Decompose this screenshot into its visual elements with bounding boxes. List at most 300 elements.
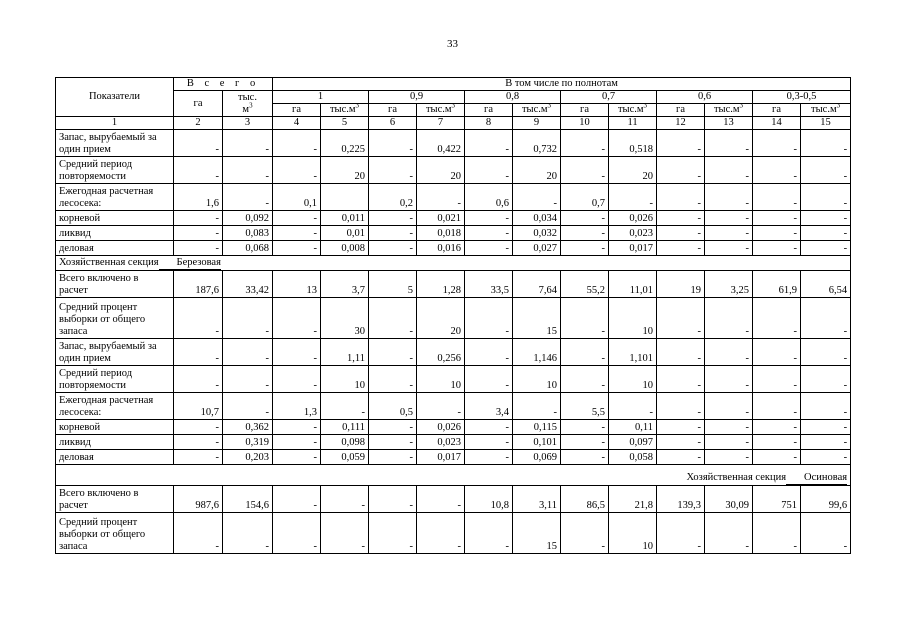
table-cell: - bbox=[465, 226, 513, 241]
table-row bbox=[56, 366, 851, 393]
section-row bbox=[56, 465, 851, 486]
table-cell: 99,6 bbox=[801, 486, 851, 513]
table-cell: - bbox=[705, 435, 753, 450]
table-cell: - bbox=[705, 298, 753, 339]
table-cell: - bbox=[657, 298, 705, 339]
table-cell: - bbox=[657, 366, 705, 393]
table-cell: 20 bbox=[417, 157, 465, 184]
header-by-density: В том числе по полнотам bbox=[273, 78, 851, 91]
column-number-row bbox=[56, 117, 851, 130]
table-cell: - bbox=[465, 241, 513, 256]
table-cell: - bbox=[705, 450, 753, 465]
column-number: 7 bbox=[417, 117, 465, 130]
table-cell: 3,25 bbox=[705, 271, 753, 298]
table-cell: 0,518 bbox=[609, 130, 657, 157]
table-cell: - bbox=[753, 298, 801, 339]
table-cell: - bbox=[369, 226, 417, 241]
table-cell: - bbox=[609, 184, 657, 211]
table-cell: - bbox=[369, 366, 417, 393]
table-cell: 10 bbox=[609, 298, 657, 339]
table-cell: - bbox=[273, 226, 321, 241]
table-cell: - bbox=[753, 366, 801, 393]
header-indicators: Показатели bbox=[56, 78, 174, 117]
table-cell: 10 bbox=[321, 366, 369, 393]
table-row bbox=[56, 184, 851, 211]
table-cell: 0,008 bbox=[321, 241, 369, 256]
table-cell: - bbox=[561, 130, 609, 157]
table-cell: 5,5 bbox=[561, 393, 609, 420]
table-cell: - bbox=[753, 450, 801, 465]
table-cell: 3,7 bbox=[321, 271, 369, 298]
table-cell: - bbox=[705, 366, 753, 393]
table-cell: - bbox=[561, 339, 609, 366]
table-cell: - bbox=[657, 513, 705, 554]
table-cell: 13 bbox=[273, 271, 321, 298]
table-cell: - bbox=[273, 211, 321, 226]
row-label: ликвид bbox=[56, 435, 174, 450]
table-cell: - bbox=[465, 339, 513, 366]
table-row bbox=[56, 241, 851, 256]
table-cell: 0,017 bbox=[417, 450, 465, 465]
row-label: Ежегодная расчетная лесосека: bbox=[56, 184, 174, 211]
table-cell: - bbox=[223, 393, 273, 420]
table-cell: 751 bbox=[753, 486, 801, 513]
header-density-07: 0,7 bbox=[561, 91, 657, 104]
forest-cut-table bbox=[55, 77, 851, 554]
table-cell: - bbox=[273, 450, 321, 465]
table-cell: 0,059 bbox=[321, 450, 369, 465]
table-cell: 0,01 bbox=[321, 226, 369, 241]
table-cell: 33,5 bbox=[465, 271, 513, 298]
table-cell: 0,026 bbox=[417, 420, 465, 435]
table-cell: - bbox=[705, 184, 753, 211]
table-cell: 3,11 bbox=[513, 486, 561, 513]
table-cell: 987,6 bbox=[174, 486, 223, 513]
table-cell: 6,54 bbox=[801, 271, 851, 298]
table-cell: - bbox=[801, 513, 851, 554]
table-cell: - bbox=[174, 450, 223, 465]
table-cell: 0,032 bbox=[513, 226, 561, 241]
table-cell: 30 bbox=[321, 298, 369, 339]
table-cell: - bbox=[273, 366, 321, 393]
table-cell: - bbox=[753, 157, 801, 184]
table-cell: - bbox=[223, 339, 273, 366]
column-number: 1 bbox=[56, 117, 174, 130]
table-cell: - bbox=[369, 450, 417, 465]
table-cell: 20 bbox=[513, 157, 561, 184]
column-number: 2 bbox=[174, 117, 223, 130]
section-title: Хозяйственная секция Осиновая bbox=[56, 465, 851, 486]
table-row bbox=[56, 298, 851, 339]
column-number: 10 bbox=[561, 117, 609, 130]
row-label: Запас, вырубаемый за один прием bbox=[56, 130, 174, 157]
table-cell: - bbox=[705, 130, 753, 157]
unit-thousand-m3: $тыс.м^3$ bbox=[321, 104, 369, 117]
column-number: 8 bbox=[465, 117, 513, 130]
table-cell: - bbox=[561, 298, 609, 339]
table-cell: - bbox=[657, 450, 705, 465]
table-cell: 20 bbox=[417, 298, 465, 339]
table-cell: - bbox=[223, 130, 273, 157]
table-cell: - bbox=[657, 211, 705, 226]
column-number: 12 bbox=[657, 117, 705, 130]
table-cell: 86,5 bbox=[561, 486, 609, 513]
table-cell: - bbox=[753, 513, 801, 554]
table-cell: - bbox=[223, 513, 273, 554]
table-cell: - bbox=[561, 420, 609, 435]
table-cell: - bbox=[513, 184, 561, 211]
header-total-ha: га bbox=[174, 91, 223, 117]
table-cell: - bbox=[705, 241, 753, 256]
table-cell: 0,027 bbox=[513, 241, 561, 256]
table-cell: - bbox=[561, 226, 609, 241]
unit-thousand-m3: $тыс.м^3$ bbox=[417, 104, 465, 117]
table-cell: 7,64 bbox=[513, 271, 561, 298]
table-cell: - bbox=[465, 420, 513, 435]
table-cell: - bbox=[273, 486, 321, 513]
table-cell: - bbox=[273, 435, 321, 450]
table-cell: 10,8 bbox=[465, 486, 513, 513]
table-cell: 0,011 bbox=[321, 211, 369, 226]
row-label: Всего включено в расчет bbox=[56, 271, 174, 298]
table-cell: - bbox=[753, 339, 801, 366]
table-cell: - bbox=[417, 513, 465, 554]
table-cell: - bbox=[273, 339, 321, 366]
table-cell: - bbox=[174, 226, 223, 241]
table-cell: - bbox=[369, 211, 417, 226]
table-cell: - bbox=[801, 211, 851, 226]
table-cell: - bbox=[561, 157, 609, 184]
unit-thousand-m3: $тыс.м^3$ bbox=[513, 104, 561, 117]
column-number: 9 bbox=[513, 117, 561, 130]
table-cell: - bbox=[801, 450, 851, 465]
header-density-09: 0,9 bbox=[369, 91, 465, 104]
table-cell: 5 bbox=[369, 271, 417, 298]
table-cell: - bbox=[369, 241, 417, 256]
table-cell: 20 bbox=[321, 157, 369, 184]
table-cell: - bbox=[705, 226, 753, 241]
table-cell: 61,9 bbox=[753, 271, 801, 298]
table-cell: 0,115 bbox=[513, 420, 561, 435]
table-cell: - bbox=[174, 298, 223, 339]
table-cell: - bbox=[273, 298, 321, 339]
table-cell: - bbox=[321, 486, 369, 513]
table-cell: - bbox=[561, 435, 609, 450]
table-cell: - bbox=[801, 435, 851, 450]
table-cell: 154,6 bbox=[223, 486, 273, 513]
table-row bbox=[56, 435, 851, 450]
table-cell: 1,28 bbox=[417, 271, 465, 298]
header-total-m3: тыс. $м^3$ bbox=[223, 91, 273, 117]
table-cell: 0,021 bbox=[417, 211, 465, 226]
table-cell: 0,092 bbox=[223, 211, 273, 226]
table-cell: - bbox=[273, 513, 321, 554]
table-cell: - bbox=[705, 157, 753, 184]
table-cell: 55,2 bbox=[561, 271, 609, 298]
table-cell: 0,362 bbox=[223, 420, 273, 435]
table-cell: - bbox=[801, 366, 851, 393]
table-cell: - bbox=[273, 157, 321, 184]
table-cell: - bbox=[705, 211, 753, 226]
table-cell: 0,1 bbox=[273, 184, 321, 211]
table-cell: 0,732 bbox=[513, 130, 561, 157]
header-density-1: 1 bbox=[273, 91, 369, 104]
table-row bbox=[56, 486, 851, 513]
table-cell: - bbox=[369, 513, 417, 554]
row-label: Средний период повторяемости bbox=[56, 366, 174, 393]
table-cell: - bbox=[657, 435, 705, 450]
table-cell: - bbox=[561, 211, 609, 226]
table-cell: 0,026 bbox=[609, 211, 657, 226]
row-label: ликвид bbox=[56, 226, 174, 241]
table-cell: - bbox=[513, 393, 561, 420]
table-cell bbox=[321, 184, 369, 211]
table-cell: - bbox=[753, 435, 801, 450]
table-cell: - bbox=[223, 184, 273, 211]
table-cell: - bbox=[369, 420, 417, 435]
table-cell: 0,083 bbox=[223, 226, 273, 241]
table-row bbox=[56, 513, 851, 554]
table-cell: 0,016 bbox=[417, 241, 465, 256]
table-cell: - bbox=[561, 513, 609, 554]
header-density-03-05: 0,3-0,5 bbox=[753, 91, 851, 104]
table-cell: - bbox=[417, 393, 465, 420]
table-cell: 0,097 bbox=[609, 435, 657, 450]
table-cell: 1,101 bbox=[609, 339, 657, 366]
unit-thousand-m3: $тыс.м^3$ bbox=[801, 104, 851, 117]
table-cell: - bbox=[369, 435, 417, 450]
table-cell: - bbox=[705, 513, 753, 554]
table-cell: - bbox=[705, 339, 753, 366]
row-label: Средний период повторяемости bbox=[56, 157, 174, 184]
table-cell: - bbox=[561, 241, 609, 256]
table-cell: 139,3 bbox=[657, 486, 705, 513]
table-cell: - bbox=[657, 420, 705, 435]
header-row-1 bbox=[56, 78, 851, 91]
table-cell: - bbox=[657, 157, 705, 184]
section-name: Осиновая bbox=[786, 472, 847, 485]
table-cell: 1,146 bbox=[513, 339, 561, 366]
table-cell: - bbox=[417, 184, 465, 211]
row-label: деловая bbox=[56, 450, 174, 465]
table-cell: - bbox=[223, 157, 273, 184]
table-cell: - bbox=[174, 435, 223, 450]
table-cell: - bbox=[369, 130, 417, 157]
table-cell: - bbox=[705, 420, 753, 435]
table-cell: 0,11 bbox=[609, 420, 657, 435]
row-label: корневой bbox=[56, 420, 174, 435]
column-number: 15 bbox=[801, 117, 851, 130]
table-cell: - bbox=[174, 339, 223, 366]
table-cell: - bbox=[801, 298, 851, 339]
table-cell: 0,225 bbox=[321, 130, 369, 157]
table-cell: 0,111 bbox=[321, 420, 369, 435]
unit-ha: га bbox=[465, 104, 513, 117]
section-row bbox=[56, 256, 851, 271]
table-cell: - bbox=[657, 130, 705, 157]
table-cell: - bbox=[657, 184, 705, 211]
header-density-08: 0,8 bbox=[465, 91, 561, 104]
table-cell: 0,058 bbox=[609, 450, 657, 465]
unit-thousand-m3: $тыс.м^3$ bbox=[705, 104, 753, 117]
table-cell: - bbox=[465, 513, 513, 554]
table-cell: 0,319 bbox=[223, 435, 273, 450]
table-cell: - bbox=[465, 366, 513, 393]
table-cell: - bbox=[753, 241, 801, 256]
section-title: Хозяйственная секция Березовая bbox=[56, 256, 851, 271]
page-number: 33 bbox=[447, 38, 458, 50]
unit-ha: га bbox=[657, 104, 705, 117]
table-cell: - bbox=[753, 420, 801, 435]
column-number: 6 bbox=[369, 117, 417, 130]
table-cell: - bbox=[174, 211, 223, 226]
unit-ha: га bbox=[753, 104, 801, 117]
column-number: 4 bbox=[273, 117, 321, 130]
table-cell: 15 bbox=[513, 298, 561, 339]
column-number: 13 bbox=[705, 117, 753, 130]
table-cell: - bbox=[753, 184, 801, 211]
table-cell: - bbox=[273, 420, 321, 435]
table-cell: - bbox=[174, 420, 223, 435]
table-cell: - bbox=[465, 435, 513, 450]
table-cell: 0,023 bbox=[417, 435, 465, 450]
table-cell: - bbox=[753, 393, 801, 420]
column-number: 11 bbox=[609, 117, 657, 130]
table-cell: 0,6 bbox=[465, 184, 513, 211]
table-cell: - bbox=[609, 393, 657, 420]
row-label: Средний процент выборки от общего запаса bbox=[56, 513, 174, 554]
table-cell: - bbox=[321, 513, 369, 554]
table-cell: - bbox=[465, 450, 513, 465]
table-cell: 10 bbox=[609, 513, 657, 554]
table-cell: - bbox=[801, 184, 851, 211]
table-cell: - bbox=[465, 130, 513, 157]
table-row bbox=[56, 271, 851, 298]
table-cell: 0,101 bbox=[513, 435, 561, 450]
table-cell: - bbox=[465, 157, 513, 184]
row-label: корневой bbox=[56, 211, 174, 226]
row-label: деловая bbox=[56, 241, 174, 256]
table-cell: 10 bbox=[417, 366, 465, 393]
table-cell: 20 bbox=[609, 157, 657, 184]
table-cell: - bbox=[174, 366, 223, 393]
table-cell: 10 bbox=[513, 366, 561, 393]
table-cell: 3,4 bbox=[465, 393, 513, 420]
table-cell: - bbox=[174, 241, 223, 256]
table-cell: 19 bbox=[657, 271, 705, 298]
table-row bbox=[56, 211, 851, 226]
row-label: Ежегодная расчетная лесосека: bbox=[56, 393, 174, 420]
table-cell: - bbox=[561, 450, 609, 465]
table-cell: - bbox=[321, 393, 369, 420]
table-cell: 10,7 bbox=[174, 393, 223, 420]
table-cell: - bbox=[174, 157, 223, 184]
table-cell: - bbox=[753, 211, 801, 226]
table-cell: - bbox=[753, 226, 801, 241]
unit-ha: га bbox=[369, 104, 417, 117]
table-cell: 10 bbox=[609, 366, 657, 393]
table-cell: - bbox=[801, 226, 851, 241]
table-cell: - bbox=[801, 393, 851, 420]
unit-ha: га bbox=[561, 104, 609, 117]
row-label: Средний процент выборки от общего запаса bbox=[56, 298, 174, 339]
table-cell: - bbox=[369, 298, 417, 339]
table-cell: - bbox=[223, 366, 273, 393]
table-row bbox=[56, 450, 851, 465]
table-row bbox=[56, 157, 851, 184]
table-row bbox=[56, 130, 851, 157]
header-density-06: 0,6 bbox=[657, 91, 753, 104]
column-number: 14 bbox=[753, 117, 801, 130]
table-cell: - bbox=[657, 226, 705, 241]
row-label: Запас, вырубаемый за один прием bbox=[56, 339, 174, 366]
table-cell: - bbox=[657, 393, 705, 420]
table-cell: - bbox=[561, 366, 609, 393]
table-cell: 0,203 bbox=[223, 450, 273, 465]
table-cell: 33,42 bbox=[223, 271, 273, 298]
table-cell: 0,034 bbox=[513, 211, 561, 226]
table-cell: 30,09 bbox=[705, 486, 753, 513]
table-cell: 0,098 bbox=[321, 435, 369, 450]
table-row bbox=[56, 420, 851, 435]
table-cell: 0,2 bbox=[369, 184, 417, 211]
table-cell: - bbox=[369, 157, 417, 184]
table-cell: 1,11 bbox=[321, 339, 369, 366]
table-cell: - bbox=[465, 298, 513, 339]
table-cell: 0,422 bbox=[417, 130, 465, 157]
table-cell: - bbox=[273, 241, 321, 256]
table-cell: - bbox=[801, 420, 851, 435]
header-total: В с е г о bbox=[174, 78, 273, 91]
table-cell: - bbox=[801, 130, 851, 157]
table-cell: - bbox=[657, 339, 705, 366]
table-cell: - bbox=[223, 298, 273, 339]
table-cell: 0,068 bbox=[223, 241, 273, 256]
table-cell: - bbox=[273, 130, 321, 157]
table-cell: - bbox=[417, 486, 465, 513]
table-cell: - bbox=[657, 241, 705, 256]
row-label: Всего включено в расчет bbox=[56, 486, 174, 513]
section-name: Березовая bbox=[159, 257, 221, 270]
table-cell: 1,3 bbox=[273, 393, 321, 420]
table-cell: - bbox=[801, 157, 851, 184]
table-cell: 0,023 bbox=[609, 226, 657, 241]
table-cell: 0,017 bbox=[609, 241, 657, 256]
table-row bbox=[56, 226, 851, 241]
column-number: 5 bbox=[321, 117, 369, 130]
table-cell: - bbox=[369, 486, 417, 513]
header-row-2 bbox=[56, 91, 851, 104]
table-cell: - bbox=[753, 130, 801, 157]
table-cell: - bbox=[801, 241, 851, 256]
table-cell: 0,069 bbox=[513, 450, 561, 465]
table-cell: - bbox=[801, 339, 851, 366]
table-cell: - bbox=[174, 513, 223, 554]
table-cell: 15 bbox=[513, 513, 561, 554]
unit-ha: га bbox=[273, 104, 321, 117]
table-cell: 0,5 bbox=[369, 393, 417, 420]
table-cell: 0,018 bbox=[417, 226, 465, 241]
table-cell: 187,6 bbox=[174, 271, 223, 298]
table-cell: 1,6 bbox=[174, 184, 223, 211]
table-cell: - bbox=[369, 339, 417, 366]
table-cell: - bbox=[465, 211, 513, 226]
table-cell: 0,7 bbox=[561, 184, 609, 211]
table-row bbox=[56, 393, 851, 420]
table-cell: 11,01 bbox=[609, 271, 657, 298]
table-cell: - bbox=[174, 130, 223, 157]
table-row bbox=[56, 339, 851, 366]
